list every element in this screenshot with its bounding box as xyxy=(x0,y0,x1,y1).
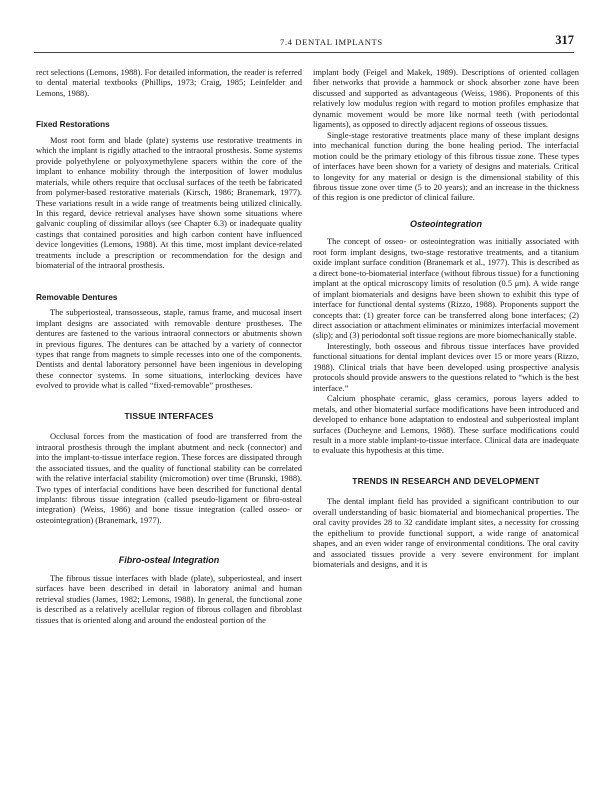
right-column xyxy=(313,67,579,569)
heading-tissue-interfaces: TISSUE INTERFACES xyxy=(124,410,214,421)
paragraph-osteointegration: The concept of osseo- or osteointegration was initially associated with root form implant designs, two-stage restorative treatments, and a titanium oxide implant surface condition (Branemark et al., 1977). This is described as a direct bone-to-biomaterial interface (without fibrous tissue) for a functioning implant at the optical microscopy limits of resolution (0.5 μm). A wide range of implant biomaterials and designs have been shown to exhibit this type of interface for functional dental systems (Rizzo, 1988). Proponents support the concepts that: (1) greater force can be transferred along bone interfaces; (2) direct association or attachment eliminates or minimizes interfacial movement (slip); and (3) periodontal soft tissue regions are more biomechanically stable. xyxy=(313,236,579,341)
paragraph-calcium-phosphate: Calcium phosphate ceramic, glass ceramics, porous layers added to metals, and other biomaterial surface modifications have been introduced and developed to enhance bone adaptation to endosteal and subperiosteal implant surfaces (Ducheyne and Lemons, 1988). These surface modifications could result in a more stable implant-to-tissue interface. Clinical data are inadequate to evaluate this hypothesis at this time. xyxy=(313,393,579,456)
paragraph-trends: The dental implant field has provided a significant contribution to our overall understanding of basic biomaterial and biomechanical properties. The oral cavity provides 28 to 32 candidate implant sites, a necessity for crossing the epithelium to provide functional support, a wide range of anatomical shapes, and an even wider range of environmental conditions. The oral cavity and associated tissues provide a very severe environment for implant biomaterials and designs, and it is xyxy=(313,496,579,570)
paragraph-tissue-interfaces: Occlusal forces from the mastication of food are transferred from the intraoral prosthesis through the implant abutment and neck (connector) and into the implant-to-tissue interface region. These forces are dissipated through the associated tissues, and the quality of functional stability can be correlated with the relative interfacial stability (micromotion) over time (Brunski, 1988). Two types of interfacial conditions have been described for functional dental implants: fibrous tissue integration (called pseudo-ligament or fibro-osteal integration) (Weiss, 1986) and bone tissue integration (called osseo- or osteointegration) (Branemark, 1977). xyxy=(36,431,302,525)
paragraph-single-stage: Single-stage restorative treatments place many of these implant designs into mechanical function during the bone healing period. The interfacial motion could be the primary etiology of this fibrous tissue zone. These types of interfaces have been shown for a variety of designs and materials. Critical to longevity for any material or design is the dimensional stability of this fibrous tissue zone over time (5 to 20 years); and an increase in the thickness of this region is one predictor of clinical failure. xyxy=(313,129,579,203)
heading-fibro-osteal-integration: Fibro-osteal Integration xyxy=(118,555,220,566)
paragraph-continued: implant body (Feigel and Makek, 1989). Descriptions of oriented collagen fiber networks that provide a hammock or shock absorber zone have been discussed and supported as advantageous (Weiss, 1986). Proponents of this relatively low modulus region with regard to motion profiles emphasize that dynamic movement would be more like normal teeth (with periodontal ligaments), as opposed to directly adjacent regions of osseous tissues. xyxy=(313,67,579,130)
heading-osteointegration: Osteointegration xyxy=(409,218,482,229)
section-title: 7.4 DENTAL IMPLANTS xyxy=(280,37,383,47)
paragraph-interestingly: Interestingly, both osseous and fibrous tissue interfaces have provided functional situations for dental implant devices over 15 or more years (Rizzo, 1988). Clinical trials that have been developed using prospective analysis protocols should provide answers to the questions related to “which is the best interface.” xyxy=(313,340,579,393)
heading-trends-research: TRENDS IN RESEARCH AND DEVELOPMENT xyxy=(352,475,540,486)
paragraph-fixed-restorations: Most root form and blade (plate) systems use restorative treatments in which the implant is rigidly attached to the intraoral prosthesis. Some systems provide polyethylene or polyoxymethylene spacers within the core of the implant to enhance mobility through the interposition of lower modulus materials, while others require that occlusal surfaces of the teeth be fabricated from polymer-based restorative materials (Kirsch, 1986; Branemark, 1977). These variations result in a wide range of treatments being utilized clinically. In this regard, device retrieval analyses have shown some situations where galvanic coupling of dissimilar alloys (see Chapter 6.3) or inadequate quality castings that contained porosities and high carbon content have influenced device longevities (Lemons, 1988). At this time, most implant device-related treatments include a prescription or recommendation for the design and biomaterial of the intraoral prosthesis. xyxy=(36,134,302,271)
page-number: 317 xyxy=(555,33,574,47)
heading-fixed-restorations: Fixed Restorations xyxy=(36,120,110,130)
running-header xyxy=(34,32,574,53)
paragraph-removable-dentures: The subperiosteal, transosseous, staple, ramus frame, and mucosal insert implant designs are associated with removable denture prostheses. The dentures are fastened to the various intraoral connectors or abutments shown in previous figures. The dentures can be attached by a variety of connector types that range from magnets to simple recesses into one of the components. Dentists and dental laboratory personnel have been ingenious in developing these connector systems. In some situations, interlocking devices have evolved to provide what is called “fixed-removable” prostheses. xyxy=(36,307,302,391)
heading-removable-dentures: Removable Dentures xyxy=(36,292,118,302)
paragraph-fibro-osteal: The fibrous tissue interfaces with blade (plate), subperiosteal, and insert surfaces have been described in detail in laboratory animal and human retrieval studies (James, 1982; Lemons, 1988). In general, the functional zone is described as a relatively acellular region of fibrous collagen and fibroblast tissues that is oriented along and around the endosteal portion of the xyxy=(36,572,302,625)
paragraph-intro: rect selections (Lemons, 1988). For detailed information, the reader is referred to dental material textbooks (Phillips, 1973; Craig, 1985; Leinfelder and Lemons, 1988). xyxy=(36,67,302,98)
left-column xyxy=(36,67,302,625)
